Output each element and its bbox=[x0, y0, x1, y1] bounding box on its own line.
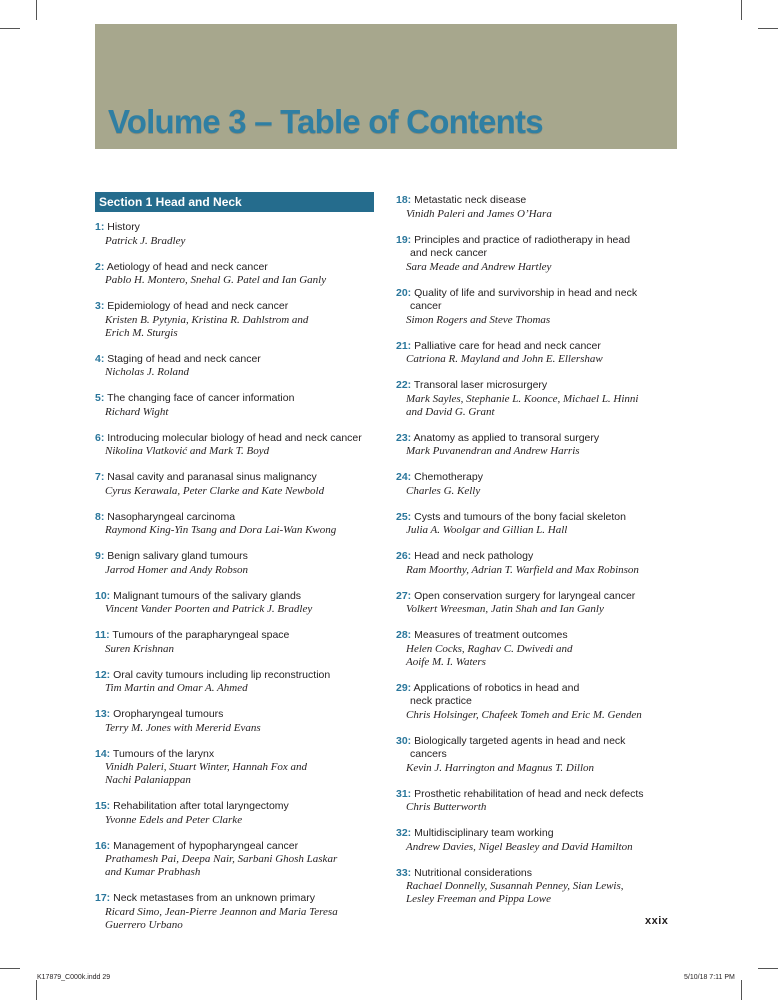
chapter-title-line bbox=[396, 629, 686, 643]
chapter-title-line bbox=[95, 669, 385, 683]
chapter-number: 15: bbox=[95, 800, 111, 812]
toc-entry bbox=[95, 629, 385, 656]
chapter-authors: Patrick J. Bradley bbox=[105, 234, 186, 247]
chapter-title-line bbox=[396, 340, 686, 354]
chapter-number: 25: bbox=[396, 510, 412, 523]
chapter-title: Applications of robotics in head and bbox=[413, 681, 580, 694]
chapter-number: 28: bbox=[396, 629, 412, 641]
chapter-number: 20: bbox=[396, 286, 412, 299]
chapter-authors: Vincent Vander Poorten and Patrick J. Bradley bbox=[105, 603, 313, 615]
chapter-title-line bbox=[410, 300, 686, 314]
chapter-title: Rehabilitation after total laryngectomy bbox=[113, 800, 289, 812]
chapter-title-line bbox=[95, 550, 385, 564]
crop-mark bbox=[0, 28, 20, 29]
page-number: xxix bbox=[645, 915, 669, 927]
chapter-authors: Volkert Wreesman, Jatin Shah and Ian Ganly bbox=[406, 603, 604, 615]
chapter-title: Quality of life and survivorship in head and neck bbox=[414, 286, 638, 299]
chapter-title-line bbox=[95, 800, 385, 814]
toc-entry bbox=[396, 287, 686, 327]
chapter-authors: Sara Meade and Andrew Hartley bbox=[406, 260, 552, 273]
toc-entry bbox=[95, 669, 385, 696]
chapter-title: Tumours of the parapharyngeal space bbox=[112, 629, 290, 641]
chapter-authors: Richard Wight bbox=[105, 405, 169, 418]
chapter-title: Head and neck pathology bbox=[414, 550, 534, 562]
chapter-number: 26: bbox=[396, 550, 412, 562]
toc-entry bbox=[95, 432, 385, 459]
chapter-number: 6: bbox=[95, 431, 105, 444]
chapter-title: The changing face of cancer information bbox=[107, 392, 295, 404]
chapter-title-line bbox=[396, 379, 686, 393]
chapter-title-line bbox=[396, 827, 686, 841]
toc-entry bbox=[95, 511, 385, 538]
chapter-number: 10: bbox=[95, 589, 111, 602]
chapter-authors: Aoife M. I. Waters bbox=[406, 655, 486, 668]
chapter-title-line bbox=[95, 353, 385, 367]
chapter-authors: Vinidh Paleri, Stuart Winter, Hannah Fox and bbox=[105, 761, 308, 773]
chapter-title: Measures of treatment outcomes bbox=[414, 629, 568, 641]
chapter-number: 11: bbox=[95, 629, 110, 641]
chapter-authors: Chris Butterworth bbox=[406, 801, 487, 813]
chapter-number: 21: bbox=[396, 339, 412, 352]
chapter-authors: Tim Martin and Omar A. Ahmed bbox=[105, 682, 248, 694]
chapter-authors: Prathamesh Pai, Deepa Nair, Sarbani Ghosh Laskar bbox=[105, 853, 338, 865]
chapter-number: 8: bbox=[95, 510, 105, 523]
chapter-title: Nasal cavity and paranasal sinus malignancy bbox=[107, 471, 317, 483]
chapter-authors: Kevin J. Harrington and Magnus T. Dillon bbox=[406, 761, 595, 774]
chapter-authors: Catriona R. Mayland and John E. Ellershaw bbox=[406, 353, 603, 365]
chapter-title-line bbox=[95, 590, 385, 604]
chapter-title-line bbox=[396, 550, 686, 564]
chapter-number: 1: bbox=[95, 221, 105, 233]
chapter-title: Anatomy as applied to transoral surgery bbox=[413, 431, 600, 444]
chapter-number: 22: bbox=[396, 379, 412, 391]
chapter-title: Oropharyngeal tumours bbox=[113, 708, 224, 720]
chapter-authors: Nikolina Vlatković and Mark T. Boyd bbox=[105, 445, 270, 457]
chapter-title-line bbox=[95, 840, 385, 854]
chapter-title: Metastatic neck disease bbox=[414, 194, 527, 206]
toc-entry bbox=[396, 827, 686, 854]
chapter-number: 14: bbox=[95, 747, 111, 760]
chapter-title: History bbox=[107, 221, 140, 233]
chapter-number: 7: bbox=[95, 471, 105, 483]
chapter-number: 18: bbox=[396, 194, 412, 206]
chapter-title-line bbox=[396, 682, 686, 696]
chapter-number: 13: bbox=[95, 708, 111, 720]
chapter-title: Benign salivary gland tumours bbox=[107, 550, 248, 562]
chapter-title-line bbox=[396, 867, 686, 881]
chapter-title: Tumours of the larynx bbox=[112, 747, 215, 760]
chapter-title: Biologically targeted agents in head and neck bbox=[414, 734, 626, 747]
chapter-title-line bbox=[396, 234, 686, 248]
chapter-title: Cysts and tumours of the bony facial skeleton bbox=[414, 510, 626, 523]
chapter-number: 19: bbox=[396, 233, 412, 246]
toc-entry bbox=[95, 300, 385, 340]
chapter-authors: and David G. Grant bbox=[406, 405, 495, 418]
toc-entry bbox=[396, 867, 686, 907]
crop-mark bbox=[741, 980, 742, 1000]
chapter-title-line bbox=[410, 247, 686, 261]
chapter-authors: Erich M. Sturgis bbox=[105, 326, 178, 339]
chapter-title-line bbox=[396, 432, 686, 446]
crop-mark bbox=[758, 968, 778, 969]
chapter-authors: Simon Rogers and Steve Thomas bbox=[406, 313, 551, 326]
chapter-title-line bbox=[95, 708, 385, 722]
toc-entry bbox=[95, 748, 385, 788]
page-title: Volume 3 – Table of Contents bbox=[108, 103, 543, 140]
chapter-title: Nutritional considerations bbox=[414, 866, 533, 879]
crop-mark bbox=[758, 28, 778, 29]
toc-entry bbox=[95, 221, 385, 248]
chapter-title: Epidemiology of head and neck cancer bbox=[107, 300, 289, 312]
chapter-authors: Vinidh Paleri and James O’Hara bbox=[406, 207, 552, 220]
chapter-number: 32: bbox=[396, 827, 412, 839]
chapter-title-line bbox=[95, 300, 385, 314]
slug-left: K17879_C000k.indd 29 bbox=[37, 974, 111, 981]
chapter-title-line bbox=[396, 590, 686, 604]
chapter-number: 12: bbox=[95, 668, 111, 681]
chapter-title-line bbox=[95, 221, 385, 235]
chapter-title-line bbox=[410, 748, 686, 762]
toc-entry bbox=[95, 550, 385, 577]
slug-right: 5/10/18 7:11 PM bbox=[684, 974, 735, 981]
chapter-title: Oral cavity tumours including lip reconstruction bbox=[113, 668, 331, 681]
toc-entry bbox=[396, 682, 686, 722]
chapter-number: 27: bbox=[396, 589, 412, 602]
chapter-title: Staging of head and neck cancer bbox=[107, 352, 261, 365]
chapter-authors: Yvonne Edels and Peter Clarke bbox=[105, 813, 243, 826]
crop-mark bbox=[36, 980, 37, 1000]
toc-column-left bbox=[95, 221, 385, 945]
toc-column-right bbox=[396, 194, 686, 919]
chapter-authors: Julia A. Woolgar and Gillian L. Hall bbox=[406, 524, 568, 536]
chapter-title: Transoral laser microsurgery bbox=[413, 379, 548, 391]
chapter-number: 5: bbox=[95, 392, 105, 404]
chapter-authors: Mark Puvanendran and Andrew Harris bbox=[406, 445, 580, 457]
chapter-title-line bbox=[95, 261, 385, 275]
chapter-title: Management of hypopharyngeal cancer bbox=[113, 839, 299, 852]
chapter-title: Neck metastases from an unknown primary bbox=[113, 892, 316, 904]
toc-entry bbox=[396, 629, 686, 669]
chapter-authors: Terry M. Jones with Mererid Evans bbox=[105, 721, 261, 734]
chapter-title: Malignant tumours of the salivary glands bbox=[113, 589, 302, 602]
toc-entry bbox=[95, 800, 385, 827]
chapter-title-line bbox=[95, 471, 385, 485]
chapter-title-line bbox=[95, 892, 385, 906]
chapter-title-line bbox=[396, 511, 686, 525]
chapter-authors: Lesley Freeman and Pippa Lowe bbox=[406, 893, 552, 905]
toc-entry bbox=[396, 735, 686, 775]
chapter-title: Principles and practice of radiotherapy in head bbox=[414, 233, 631, 246]
chapter-title-line bbox=[396, 471, 686, 485]
toc-entry bbox=[95, 261, 385, 288]
toc-entry bbox=[396, 340, 686, 367]
toc-entry bbox=[95, 392, 385, 419]
chapter-authors: Mark Sayles, Stephanie L. Koonce, Michael L. Hinni bbox=[406, 392, 639, 405]
crop-mark bbox=[36, 0, 37, 20]
toc-entry bbox=[396, 511, 686, 538]
chapter-title: Open conservation surgery for laryngeal cancer bbox=[414, 589, 636, 602]
toc-entry bbox=[396, 471, 686, 498]
chapter-authors: Guerrero Urbano bbox=[105, 918, 183, 931]
chapter-title: neck practice bbox=[410, 695, 472, 707]
chapter-title-line bbox=[95, 748, 385, 762]
chapter-title-line bbox=[410, 695, 686, 709]
chapter-authors: Cyrus Kerawala, Peter Clarke and Kate Newbold bbox=[105, 484, 325, 497]
chapter-authors: Charles G. Kelly bbox=[406, 484, 481, 497]
chapter-authors: and Kumar Prabhash bbox=[105, 866, 201, 878]
chapter-number: 30: bbox=[396, 734, 412, 747]
chapter-number: 24: bbox=[396, 471, 412, 483]
chapter-authors: Nachi Palaniappan bbox=[105, 774, 191, 786]
chapter-title-line bbox=[95, 432, 385, 446]
chapter-title: Multidisciplinary team working bbox=[414, 827, 554, 839]
chapter-authors: Rachael Donnelly, Susannah Penney, Sian Lewis, bbox=[406, 880, 624, 892]
chapter-authors: Raymond King-Yin Tsang and Dora Lai-Wan Kwong bbox=[105, 524, 337, 536]
crop-mark bbox=[0, 968, 20, 969]
toc-entry bbox=[396, 590, 686, 617]
chapter-number: 16: bbox=[95, 839, 111, 852]
chapter-authors: Andrew Davies, Nigel Beasley and David Hamilton bbox=[406, 840, 633, 853]
chapter-title-line bbox=[95, 629, 385, 643]
chapter-number: 33: bbox=[396, 866, 412, 879]
toc-entry bbox=[396, 432, 686, 459]
chapter-title-line bbox=[396, 194, 686, 208]
toc-entry bbox=[396, 194, 686, 221]
chapter-title-line bbox=[396, 735, 686, 749]
chapter-title: Chemotherapy bbox=[414, 471, 483, 483]
chapter-title: Palliative care for head and neck cancer bbox=[414, 339, 601, 352]
chapter-title: cancer bbox=[410, 300, 442, 312]
chapter-authors: Nicholas J. Roland bbox=[105, 366, 190, 378]
chapter-number: 23: bbox=[396, 431, 412, 444]
chapter-number: 17: bbox=[95, 892, 111, 904]
chapter-authors: Helen Cocks, Raghav C. Dwivedi and bbox=[406, 642, 573, 655]
toc-entry bbox=[95, 471, 385, 498]
chapter-number: 2: bbox=[95, 260, 105, 273]
crop-mark bbox=[741, 0, 742, 20]
chapter-title: and neck cancer bbox=[410, 247, 488, 259]
chapter-authors: Chris Holsinger, Chafeek Tomeh and Eric M. Genden bbox=[406, 708, 642, 721]
chapter-title: Aetiology of head and neck cancer bbox=[106, 260, 268, 273]
toc-entry bbox=[396, 788, 686, 815]
toc-entry bbox=[95, 590, 385, 617]
chapter-authors: Suren Krishnan bbox=[105, 642, 174, 655]
title-banner bbox=[95, 24, 677, 149]
chapter-title-line bbox=[396, 287, 686, 301]
section-heading-bar bbox=[95, 192, 374, 212]
chapter-title: Nasopharyngeal carcinoma bbox=[107, 510, 236, 523]
section-heading: Section 1 Head and Neck bbox=[99, 195, 242, 209]
chapter-title: Introducing molecular biology of head and neck cancer bbox=[107, 431, 362, 444]
chapter-title: Prosthetic rehabilitation of head and neck defects bbox=[414, 787, 644, 800]
chapter-authors: Pablo H. Montero, Snehal G. Patel and Ian Ganly bbox=[105, 274, 327, 286]
chapter-authors: Ram Moorthy, Adrian T. Warfield and Max Robinson bbox=[406, 563, 639, 576]
chapter-authors: Kristen B. Pytynia, Kristina R. Dahlstrom and bbox=[105, 313, 309, 326]
toc-entry bbox=[396, 550, 686, 577]
toc-entry bbox=[95, 708, 385, 735]
chapter-number: 31: bbox=[396, 787, 412, 800]
chapter-number: 9: bbox=[95, 550, 105, 562]
chapter-title-line bbox=[396, 788, 686, 802]
toc-entry bbox=[396, 379, 686, 419]
chapter-title-line bbox=[95, 511, 385, 525]
chapter-authors: Jarrod Homer and Andy Robson bbox=[105, 563, 248, 576]
toc-entry bbox=[95, 840, 385, 880]
toc-entry bbox=[396, 234, 686, 274]
toc-entry bbox=[95, 892, 385, 932]
toc-entry bbox=[95, 353, 385, 380]
chapter-title-line bbox=[95, 392, 385, 406]
chapter-number: 29: bbox=[396, 681, 412, 694]
chapter-authors: Ricard Simo, Jean-Pierre Jeannon and Maria Teresa bbox=[105, 905, 338, 918]
chapter-number: 3: bbox=[95, 300, 105, 312]
chapter-number: 4: bbox=[95, 352, 105, 365]
chapter-title: cancers bbox=[410, 748, 447, 760]
